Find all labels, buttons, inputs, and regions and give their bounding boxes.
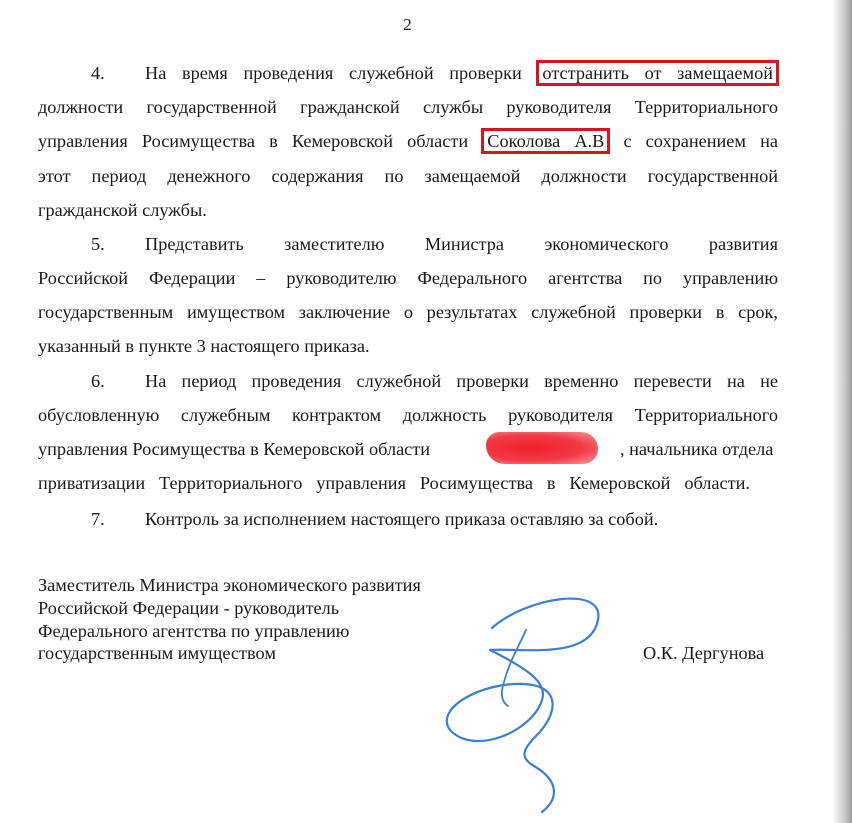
item-4-line-1-text: На время проведения служебной проверки <box>145 63 522 83</box>
item-6-line-1: На период проведения служебной проверки временно перевести на не <box>145 371 778 391</box>
item-7-line-1: Контроль за исполнением настоящего приказа оставляю за собой. <box>145 509 659 529</box>
item-number-6: 6. <box>91 371 105 391</box>
highlight-box-suspend: отстранить от замещаемой <box>536 60 779 86</box>
item-4-line-3 <box>38 130 778 152</box>
item-6-line-4: приватизации Территориального управления Росимущества в Кемеровской области. <box>38 473 750 493</box>
item-6-line-3-after: , начальника отдела <box>620 439 774 459</box>
item-4-line-5: гражданской службы. <box>38 200 207 220</box>
highlight-box-name: Соколова А.В <box>481 128 610 154</box>
signatory-title-line-4: государственным имуществом <box>38 643 276 663</box>
item-4-line-4: этот период денежного содержания по замещаемой должности государственной <box>38 166 778 186</box>
signatory-title-line-3: Федерального агентства по управлению <box>38 621 350 641</box>
signatory-title-line-1: Заместитель Министра экономического развития <box>38 575 421 595</box>
item-6-line-2: обусловленную служебным контрактом должность руководителя Территориального <box>38 405 778 425</box>
page-edge-shadow <box>832 0 852 823</box>
item-number-7: 7. <box>91 509 105 529</box>
item-4-line-3-text: управления Росимущества в Кемеровской области <box>38 131 469 151</box>
signatory-name: О.К. Дергунова <box>643 643 765 663</box>
item-5-line-3: государственным имуществом заключение о результатах служебной проверки в срок, <box>38 302 778 322</box>
page-number: 2 <box>403 15 412 34</box>
item-number-4: 4. <box>91 63 105 83</box>
redaction-mark <box>486 432 598 464</box>
signatory-title-line-2: Российской Федерации - руководитель <box>38 598 340 618</box>
item-6-line-3-text: управления Росимущества в Кемеровской области <box>38 439 431 459</box>
item-4-line-2: должности государственной гражданской службы руководителя Территориального <box>38 97 778 117</box>
item-6-line-3 <box>38 438 778 460</box>
item-4-line-3-after: с сохранением на <box>623 131 778 151</box>
item-4-line-1 <box>145 62 778 84</box>
handwritten-signature <box>430 590 610 823</box>
item-5-line-4: указанный в пункте 3 настоящего приказа. <box>38 336 370 356</box>
item-5-line-1: Представить заместителю Министра экономического развития <box>145 234 778 254</box>
item-5-line-2: Российской Федерации – руководителю Федерального агентства по управлению <box>38 268 778 288</box>
item-number-5: 5. <box>91 234 105 254</box>
